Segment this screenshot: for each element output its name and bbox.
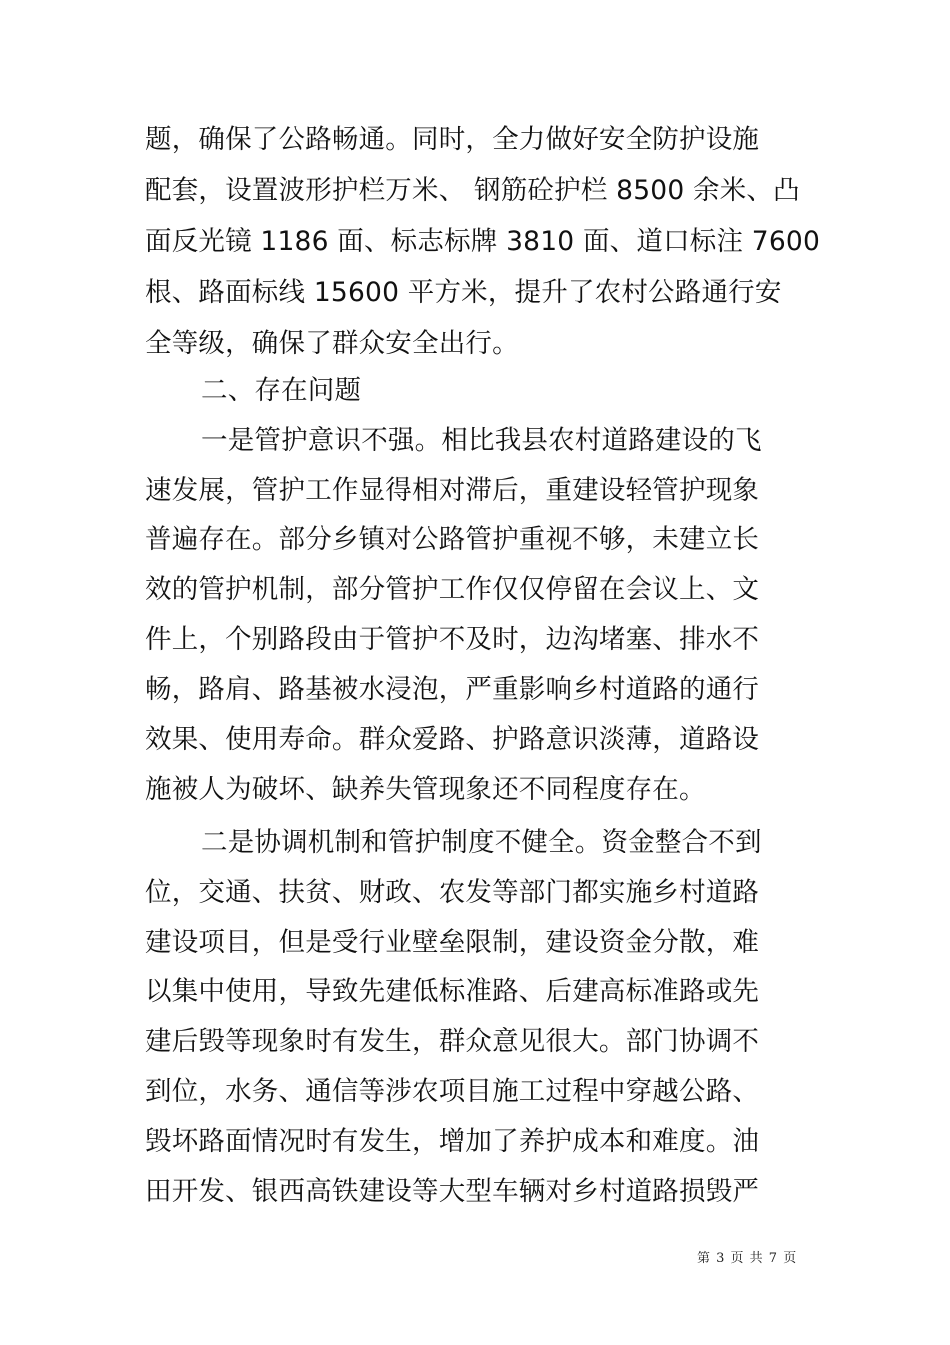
text-line-21: 毁坏路面情况时有发生，增加了养护成本和难度。油 [145, 1126, 760, 1157]
text-line-16: 位，交通、扶贫、财政、农发等部门都实施乡村道路 [145, 877, 760, 908]
text-line-19: 建后毁等现象时有发生，群众意见很大。部门协调不 [145, 1026, 760, 1057]
text-line-4: 根、路面标线 15600 平方米，提升了农村公路通行安 [145, 277, 782, 308]
text-line-5: 全等级，确保了群众安全出行。 [145, 328, 519, 359]
text-line-12: 畅，路肩、路基被水浸泡，严重影响乡村道路的通行 [145, 674, 760, 705]
text-line-20: 到位，水务、通信等涉农项目施工过程中穿越公路、 [145, 1076, 760, 1107]
text-line-3: 面反光镜 1186 面、标志标牌 3810 面、道口标注 7600 [145, 226, 821, 257]
text-line-8: 速发展，管护工作显得相对滞后，重建设轻管护现象 [145, 475, 760, 506]
section-heading: 二、存在问题 [201, 375, 362, 406]
text-line-9: 普遍存在。部分乡镇对公路管护重视不够，未建立长 [145, 524, 760, 555]
text-line-22: 田开发、银西高铁建设等大型车辆对乡村道路损毁严 [145, 1176, 760, 1207]
text-line-17: 建设项目，但是受行业壁垒限制，建设资金分散，难 [145, 927, 760, 958]
page-number-footer: 第 3 页 共 7 页 [697, 1251, 798, 1266]
text-line-1: 题，确保了公路畅通。同时，全力做好安全防护设施 [145, 124, 760, 155]
text-line-18: 以集中使用，导致先建低标准路、后建高标准路或先 [145, 976, 760, 1007]
text-line-15: 二是协调机制和管护制度不健全。资金整合不到 [201, 827, 762, 858]
text-line-10: 效的管护机制，部分管护工作仅仅停留在会议上、文 [145, 574, 760, 605]
text-line-14: 施被人为破坏、缺养失管现象还不同程度存在。 [145, 774, 706, 805]
text-line-11: 件上，个别路段由于管护不及时，边沟堵塞、排水不 [145, 624, 760, 655]
text-line-13: 效果、使用寿命。群众爱路、护路意识淡薄，道路设 [145, 724, 760, 755]
text-line-7: 一是管护意识不强。相比我县农村道路建设的飞 [201, 425, 762, 456]
text-line-2: 配套，设置波形护栏万米、 钢筋砼护栏 8500 余米、凸 [145, 175, 800, 206]
